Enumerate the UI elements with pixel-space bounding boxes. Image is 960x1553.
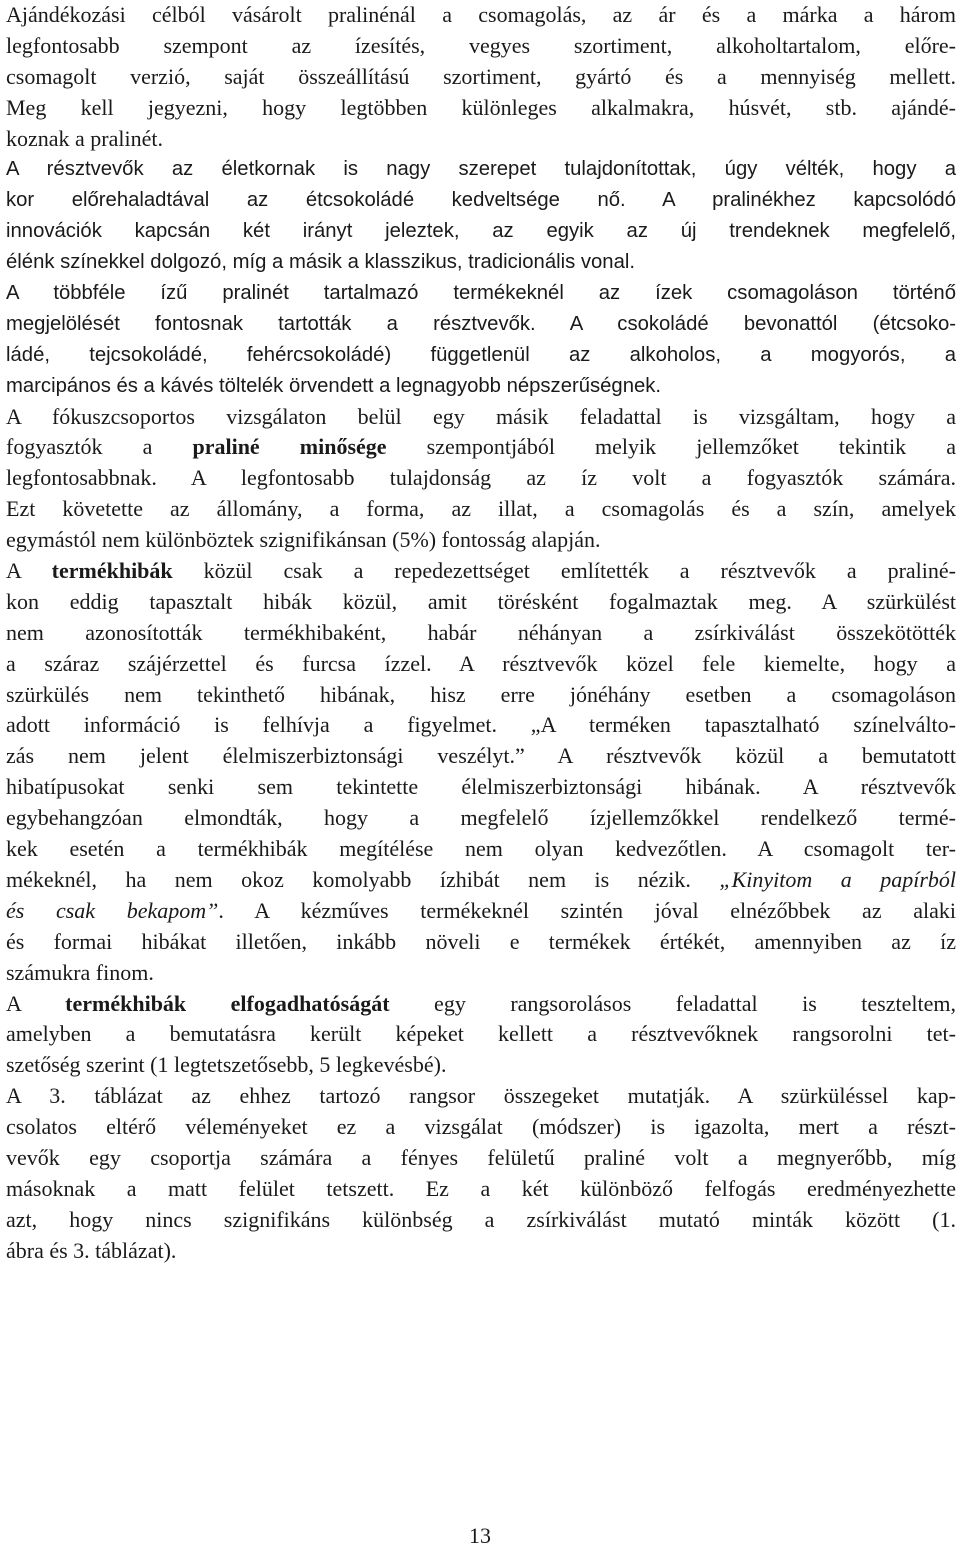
text-line: ládé, tejcsokoládé, fehércsokoládé) függetlenül az alkoholos, a mogyorós, a bbox=[6, 343, 956, 366]
text-line: számukra finom. bbox=[6, 959, 154, 985]
paragraph-age-innovation bbox=[6, 154, 956, 278]
text-line: innovációk kapcsán két irányt jeleztek, az egyik az új trendeknek megfelelő, bbox=[6, 220, 956, 243]
text-line: kek esetén a termékhibák megítélése nem olyan kedvezőtlen. A csomagolt ter- bbox=[6, 836, 956, 862]
text-line: Meg kell jegyezni, hogy legtöbben különleges alkalmakra, húsvét, stb. ajándé- bbox=[6, 94, 956, 120]
text-line: A 3. táblázat az ehhez tartozó rangsor összegeket mutatják. A szürküléssel kap- bbox=[6, 1083, 956, 1109]
paragraph-quality-attributes bbox=[6, 402, 956, 556]
text-line: A résztvevők az életkornak is nagy szerepet tulajdonítottak, úgy vélték, hogy a bbox=[6, 158, 956, 181]
text-line: Ajándékozási célból vásárolt pralinénál a csomagolás, az ár és a márka a három bbox=[6, 2, 956, 27]
text-line: A többféle ízű pralinét tartalmazó termékeknél az ízek csomagoláson történő bbox=[6, 282, 956, 305]
text-line: hibatípusokat senki sem tekintette élelmiszerbiztonsági hibának. A résztvevők bbox=[6, 774, 956, 800]
text-line: megjelölését fontosnak tartották a résztvevők. A csokoládé bevonattól (étcsoko- bbox=[6, 312, 956, 335]
page-number: 13 bbox=[469, 1523, 491, 1548]
text-line: adott információ is felhívja a figyelmet. „A terméken tapasztalható színelválto- bbox=[6, 712, 956, 738]
emphasis-bold: praliné minősége bbox=[192, 434, 387, 460]
text-line: szetőség szerint (1 legtetszetősebb, 5 legkevésbé). bbox=[6, 1052, 447, 1078]
text-line: kon eddig tapasztalt hibák közül, amit törésként fogalmaztak meg. A szürkülést bbox=[6, 588, 956, 614]
text-line: A fókuszcsoportos vizsgálaton belül egy másik feladattal is vizsgáltam, hogy a bbox=[6, 403, 956, 429]
text-line: a száraz szájérzettel és furcsa ízzel. A résztvevők közel fele kiemelte, hogy a bbox=[6, 650, 956, 676]
text-line: mékeknél, ha nem okoz komolyabb ízhibát nem is nézik. „Kinyitom a papírból bbox=[6, 866, 956, 892]
text-line: szürkülés nem tekinthető hibának, hisz erre jónéhány esetben a csomagoláson bbox=[6, 681, 956, 707]
text-line: élénk színekkel dolgozó, míg a másik a klasszikus, tradicionális vonal. bbox=[6, 251, 636, 274]
emphasis-bold: termékhibák elfogadhatóságát bbox=[65, 990, 390, 1016]
paragraph-product-defects bbox=[6, 556, 956, 988]
text-line: legfontosabbnak. A legfontosabb tulajdonság az íz volt a fogyasztók számára. bbox=[6, 465, 956, 491]
text-line: egybehangzóan elmondták, hogy a megfelelő ízjellemzőkkel rendelkező termé- bbox=[6, 805, 956, 831]
text-line: koznak a pralinét. bbox=[6, 125, 163, 151]
paragraph-table-results bbox=[6, 1081, 956, 1266]
text-line: amelyben a bemutatásra került képeket kellett a résztvevőknek rangsorolni tet- bbox=[6, 1021, 956, 1047]
emphasis-italic: „Kinyitom a papírból bbox=[719, 866, 956, 892]
text-line: legfontosabb szempont az ízesítés, vegyes szortiment, alkoholtartalom, előre- bbox=[6, 32, 956, 58]
paragraph-flavour-labelling bbox=[6, 278, 956, 402]
text-line: csomagolt verzió, saját összeállítású szortiment, gyártó és a mennyiség mellett. bbox=[6, 63, 956, 89]
emphasis-bold: termékhibák bbox=[51, 558, 173, 584]
text-line: csolatos eltérő véleményeket ez a vizsgálat (módszer) is igazolta, mert a részt- bbox=[6, 1114, 956, 1140]
text-line: A termékhibák közül csak a repedezettséget említették a résztvevők a praliné- bbox=[6, 558, 956, 584]
text-line: másoknak a matt felület tetszett. Ez a két különböző felfogás eredményezhette bbox=[6, 1175, 956, 1201]
text-line: marcipános és a kávés töltelék örvendett a legnagyobb népszerűségnek. bbox=[6, 374, 662, 397]
text-line: és csak bekapom”. A kézműves termékeknél szintén jóval elnézőbbek az alaki bbox=[6, 897, 956, 923]
text-line: kor előrehaladtával az étcsokoládé kedveltsége nő. A pralinékhez kapcsolódó bbox=[6, 189, 956, 212]
text-line: egymástól nem különböztek szignifikánsan (5%) fontosság alapján. bbox=[6, 527, 601, 553]
text-line: A termékhibák elfogadhatóságát egy rangsorolásos feladattal is teszteltem, bbox=[6, 990, 956, 1016]
text-line: azt, hogy nincs szignifikáns különbség a zsírkiválást mutató minták között (1. bbox=[6, 1206, 956, 1232]
text-line: ábra és 3. táblázat). bbox=[6, 1237, 177, 1263]
text-line: fogyasztók a praliné minősége szempontjából melyik jellemzőket tekintik a bbox=[6, 434, 956, 460]
text-line: nem azonosították termékhibaként, habár néhányan a zsírkiválást összekötötték bbox=[6, 619, 956, 645]
text-line: Ezt követette az állomány, a forma, az illat, a csomagolás és a szín, amelyek bbox=[6, 496, 956, 522]
paragraph-ranking-task bbox=[6, 989, 956, 1082]
text-line: és formai hibákat illetően, inkább növeli e termékek értékét, amennyiben az íz bbox=[6, 928, 956, 954]
text-line: zás nem jelent élelmiszerbiztonsági veszélyt.” A résztvevők közül a bemutatott bbox=[6, 743, 956, 769]
emphasis-italic: és csak bekapom” bbox=[6, 897, 219, 923]
document-page bbox=[6, 0, 956, 1267]
paragraph-gift-purchase bbox=[6, 0, 956, 154]
text-line: vevők egy csoportja számára a fényes felületű praliné volt a megnyerőbb, míg bbox=[6, 1144, 956, 1170]
